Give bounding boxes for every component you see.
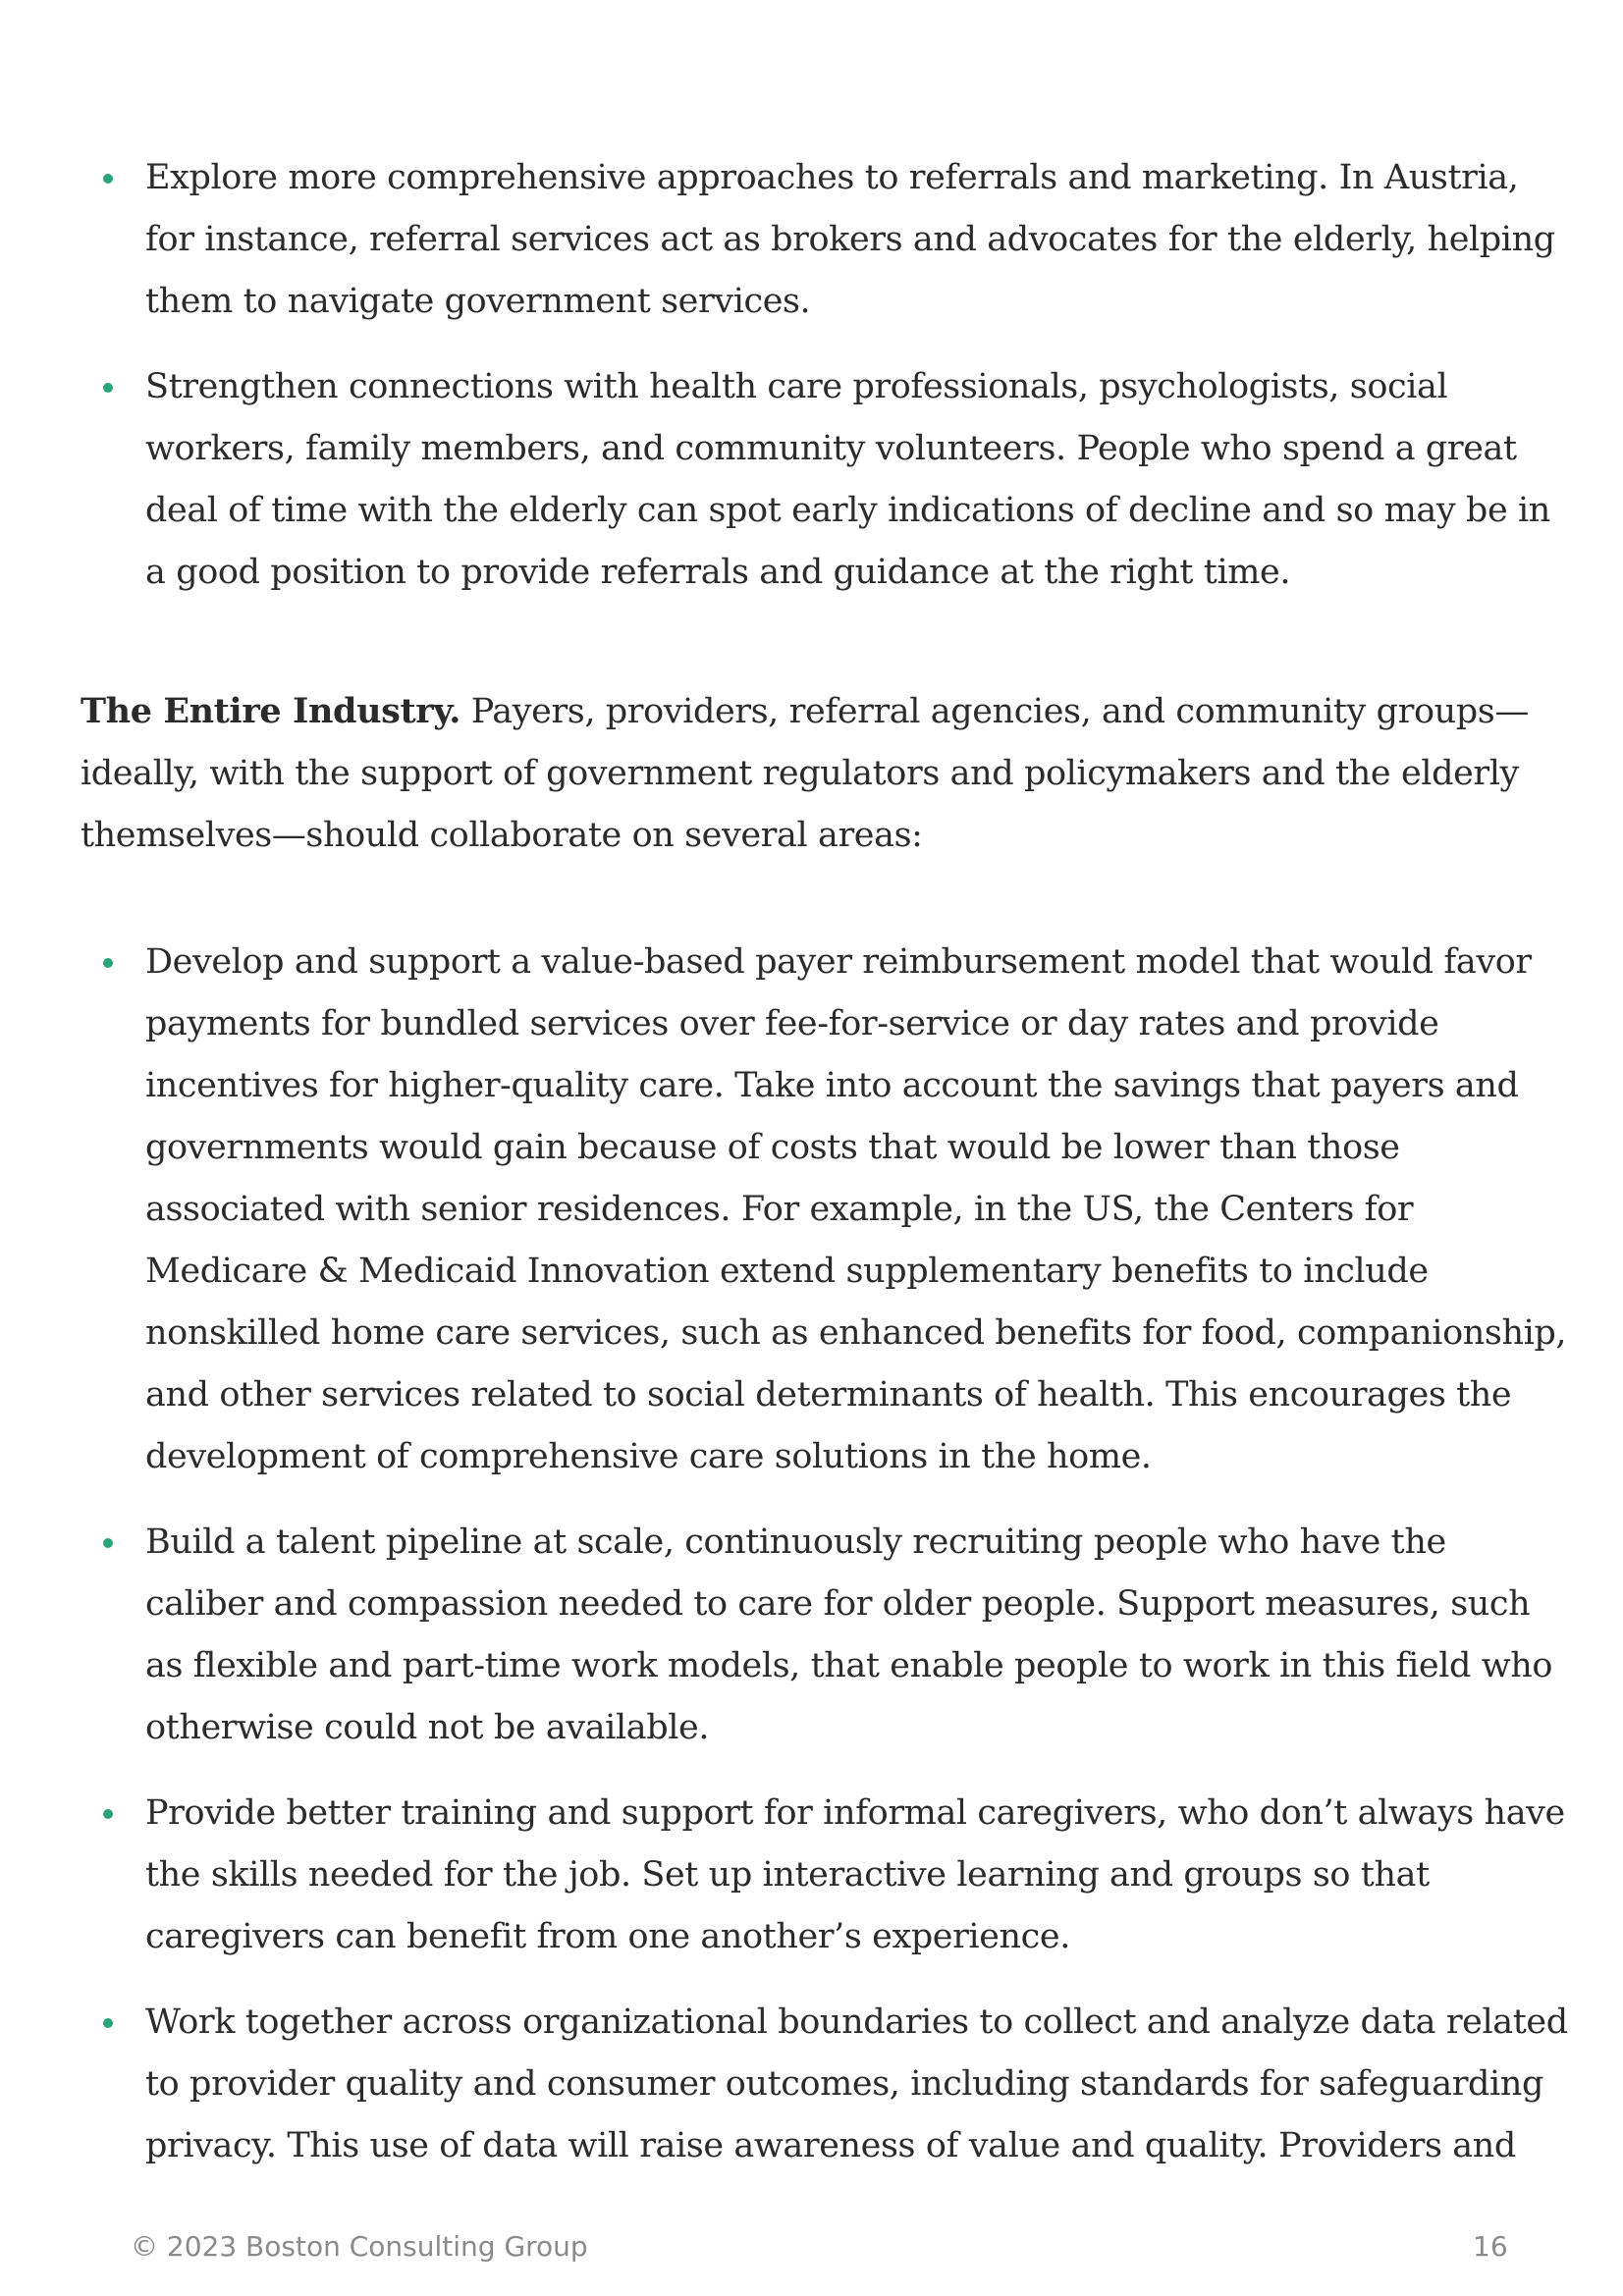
bullet-icon	[103, 1809, 113, 1819]
recommendation-list-industry	[81, 932, 1573, 2177]
section-paragraph	[81, 680, 1573, 867]
list-item-text: Explore more comprehensive approaches to referrals and marketing. In Austria, for instance, referral services act as brokers and advocates for the elderly, helping them to navigate government services.	[145, 158, 1555, 321]
list-item	[81, 147, 1573, 333]
list-item-text: Build a talent pipeline at scale, continuously recruiting people who have the caliber and compassion needed to care for older people. Support measures, such as flexible and part-time work models, that enable people to work in this field who otherwise could not be available.	[145, 1522, 1553, 1747]
recommendation-list-providers	[81, 147, 1573, 604]
page-content	[81, 147, 1573, 2201]
bullet-icon	[103, 958, 113, 968]
page-number: 16	[1473, 2230, 1508, 2263]
bullet-icon	[103, 383, 113, 393]
bullet-icon	[103, 2018, 113, 2028]
list-item-text: Strengthen connections with health care professionals, psychologists, social workers, family members, and community volunteers. People who spend a great deal of time with the elderly can spot early indications of decline and so may be in a good position to provide referrals and guidance at the right time.	[145, 367, 1550, 592]
list-item	[81, 356, 1573, 604]
bullet-icon	[103, 1538, 113, 1548]
list-item	[81, 932, 1573, 1488]
list-item-text: Develop and support a value-based payer reimbursement model that would favor payments for bundled services over fee-for-service or day rates and provide incentives for higher-quality care. Take into account the savings that payers and governments would gain because of costs that would be lower than those associated with senior residences. For example, in the US, the Centers for Medicare & Medicaid Innovation extend supplementary benefits to include nonskilled home care services, such as enhanced benefits for food, companionship, and other services related to social determinants of health. This encourages the development of comprehensive care solutions in the home.	[145, 942, 1567, 1476]
copyright-notice: © 2023 Boston Consulting Group	[131, 2230, 588, 2263]
bullet-icon	[103, 174, 113, 184]
section-heading: The Entire Industry.	[81, 691, 460, 731]
list-item	[81, 1512, 1573, 1759]
list-item-text: Provide better training and support for informal caregivers, who don’t always have the skills needed for the job. Set up interactive learning and groups so that caregivers can benefit from one another’s experience.	[145, 1793, 1565, 1956]
list-item-text: Work together across organizational boundaries to collect and analyze data related to provider quality and consumer outcomes, including standards for safeguarding privacy. This use of data will raise awareness of value and quality. Providers and	[145, 2002, 1568, 2165]
list-item	[81, 1992, 1573, 2177]
list-item	[81, 1783, 1573, 1968]
section-body: Payers, providers, referral agencies, and community groups—ideally, with the support of government regulators and policymakers and the elderly themselves—should collaborate on several areas:	[81, 692, 1529, 855]
